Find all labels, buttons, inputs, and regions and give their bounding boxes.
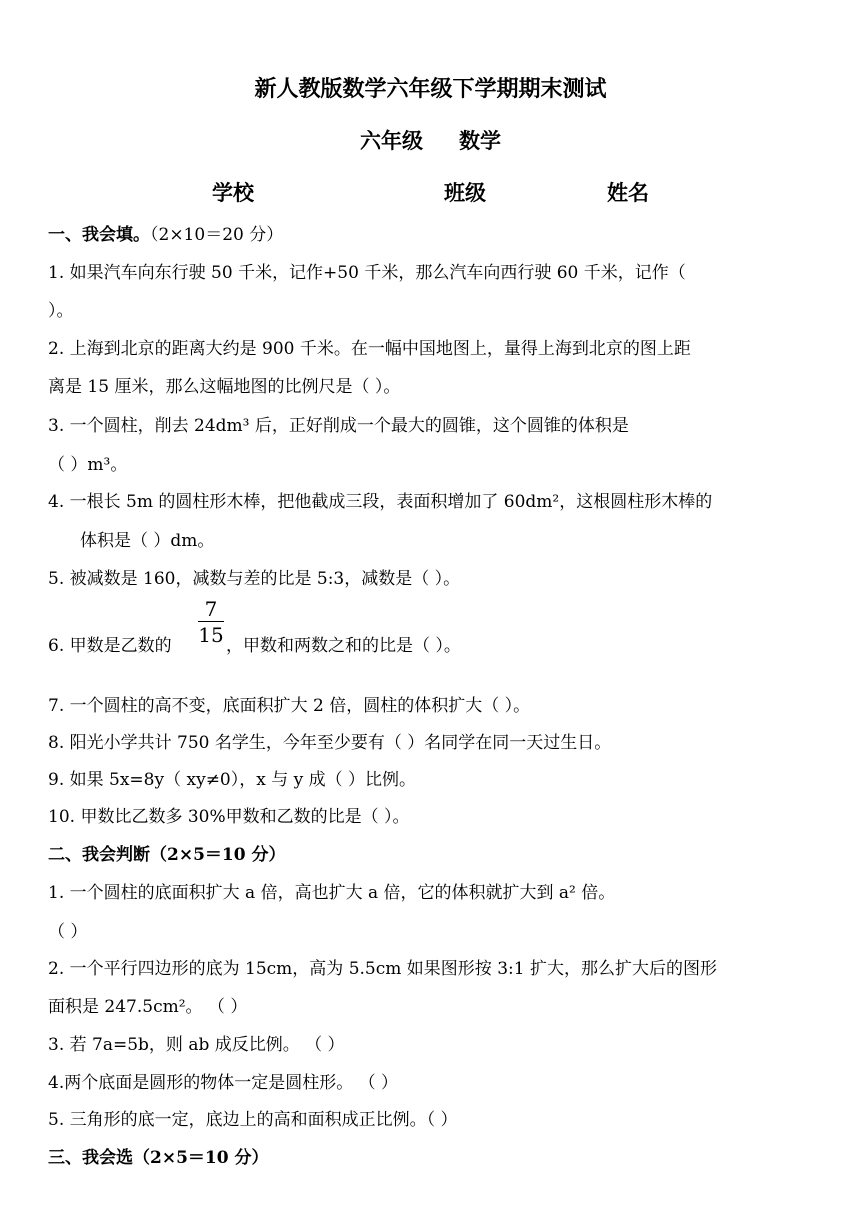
q2-line1: 2. 上海到北京的距离大约是 900 千米。在一幅中国地图上，量得上海到北京的图上距 [48, 339, 691, 359]
q3-line2: （ ）m³。 [48, 455, 128, 475]
q6-fraction [198, 597, 224, 646]
q2-line2: 离是 15 厘米，那么这幅地图的比例尺是（ ）。 [48, 377, 401, 397]
page-title: 新人教版数学六年级下学期期末测试 [254, 76, 607, 102]
judge-q1-line1: 1. 一个圆柱的底面积扩大 a 倍，高也扩大 a 倍，它的体积就扩大到 a² 倍。 [48, 883, 616, 903]
section1-title: 一、我会填。 [48, 225, 150, 245]
judge-q5: 5. 三角形的底一定，底边上的高和面积成正比例。（ ） [48, 1110, 458, 1130]
q3-line1: 3. 一个圆柱，削去 24dm³ 后，正好削成一个最大的圆锥，这个圆锥的体积是 [48, 416, 629, 436]
q4-line2: 体积是（ ）dm。 [80, 531, 215, 551]
section1-points: （2×10＝20 分） [150, 225, 284, 245]
subtitle-subject: 数学 [459, 128, 501, 153]
q6-after: ，甲数和两数之和的比是（ ）。 [226, 636, 461, 656]
subtitle [0, 125, 861, 155]
q7: 7. 一个圆柱的高不变，底面积扩大 2 倍，圆柱的体积扩大（ ）。 [48, 696, 531, 716]
q8: 8. 阳光小学共计 750 名学生，今年至少要有（ ）名同学在同一天过生日。 [48, 733, 612, 753]
section3-title: 三、我会选 [48, 1148, 133, 1168]
section2-heading [48, 840, 285, 865]
q6-before: 6. 甲数是乙数的 [48, 636, 172, 656]
fraction-denominator: 15 [198, 623, 224, 647]
school-label: 学校 [212, 180, 254, 205]
judge-q1-line2: （ ） [48, 922, 88, 942]
judge-q2-line1: 2. 一个平行四边形的底为 15cm，高为 5.5cm 如果图形按 3:1 扩大，那么扩大后的图形 [48, 959, 717, 979]
q9: 9. 如果 5x=8y（ xy≠0），x 与 y 成（ ）比例。 [48, 770, 417, 790]
section1-heading [48, 220, 283, 245]
section2-title: 二、我会判断 [48, 845, 150, 865]
judge-q3: 3. 若 7a=5b，则 ab 成反比例。 （ ） [48, 1035, 345, 1055]
q5: 5. 被减数是 160，减数与差的比是 5:3，减数是（ ）。 [48, 569, 461, 589]
section2-points: （2×5＝10 分） [150, 845, 286, 865]
judge-q2-line2: 面积是 247.5cm²。 （ ） [48, 997, 248, 1017]
q10: 10. 甲数比乙数多 30%甲数和乙数的比是（ ）。 [48, 807, 410, 827]
q1-line2: ）。 [48, 301, 74, 321]
section3-heading [48, 1143, 268, 1168]
section3-points: （2×5＝10 分） [133, 1148, 269, 1168]
name-label: 姓名 [607, 180, 649, 205]
q4-line1: 4. 一根长 5m 的圆柱形木棒，把他截成三段，表面积增加了 60dm²，这根圆柱形木棒的 [48, 492, 713, 512]
q1-line1: 1. 如果汽车向东行驶 50 千米，记作+50 千米，那么汽车向西行驶 60 千米，记作（ [48, 263, 686, 283]
fraction-bar [198, 621, 224, 622]
subtitle-grade: 六年级 [360, 128, 423, 153]
class-label: 班级 [444, 180, 486, 205]
judge-q4: 4.两个底面是圆形的物体一定是圆柱形。 （ ） [48, 1073, 399, 1093]
fraction-numerator: 7 [204, 597, 218, 621]
